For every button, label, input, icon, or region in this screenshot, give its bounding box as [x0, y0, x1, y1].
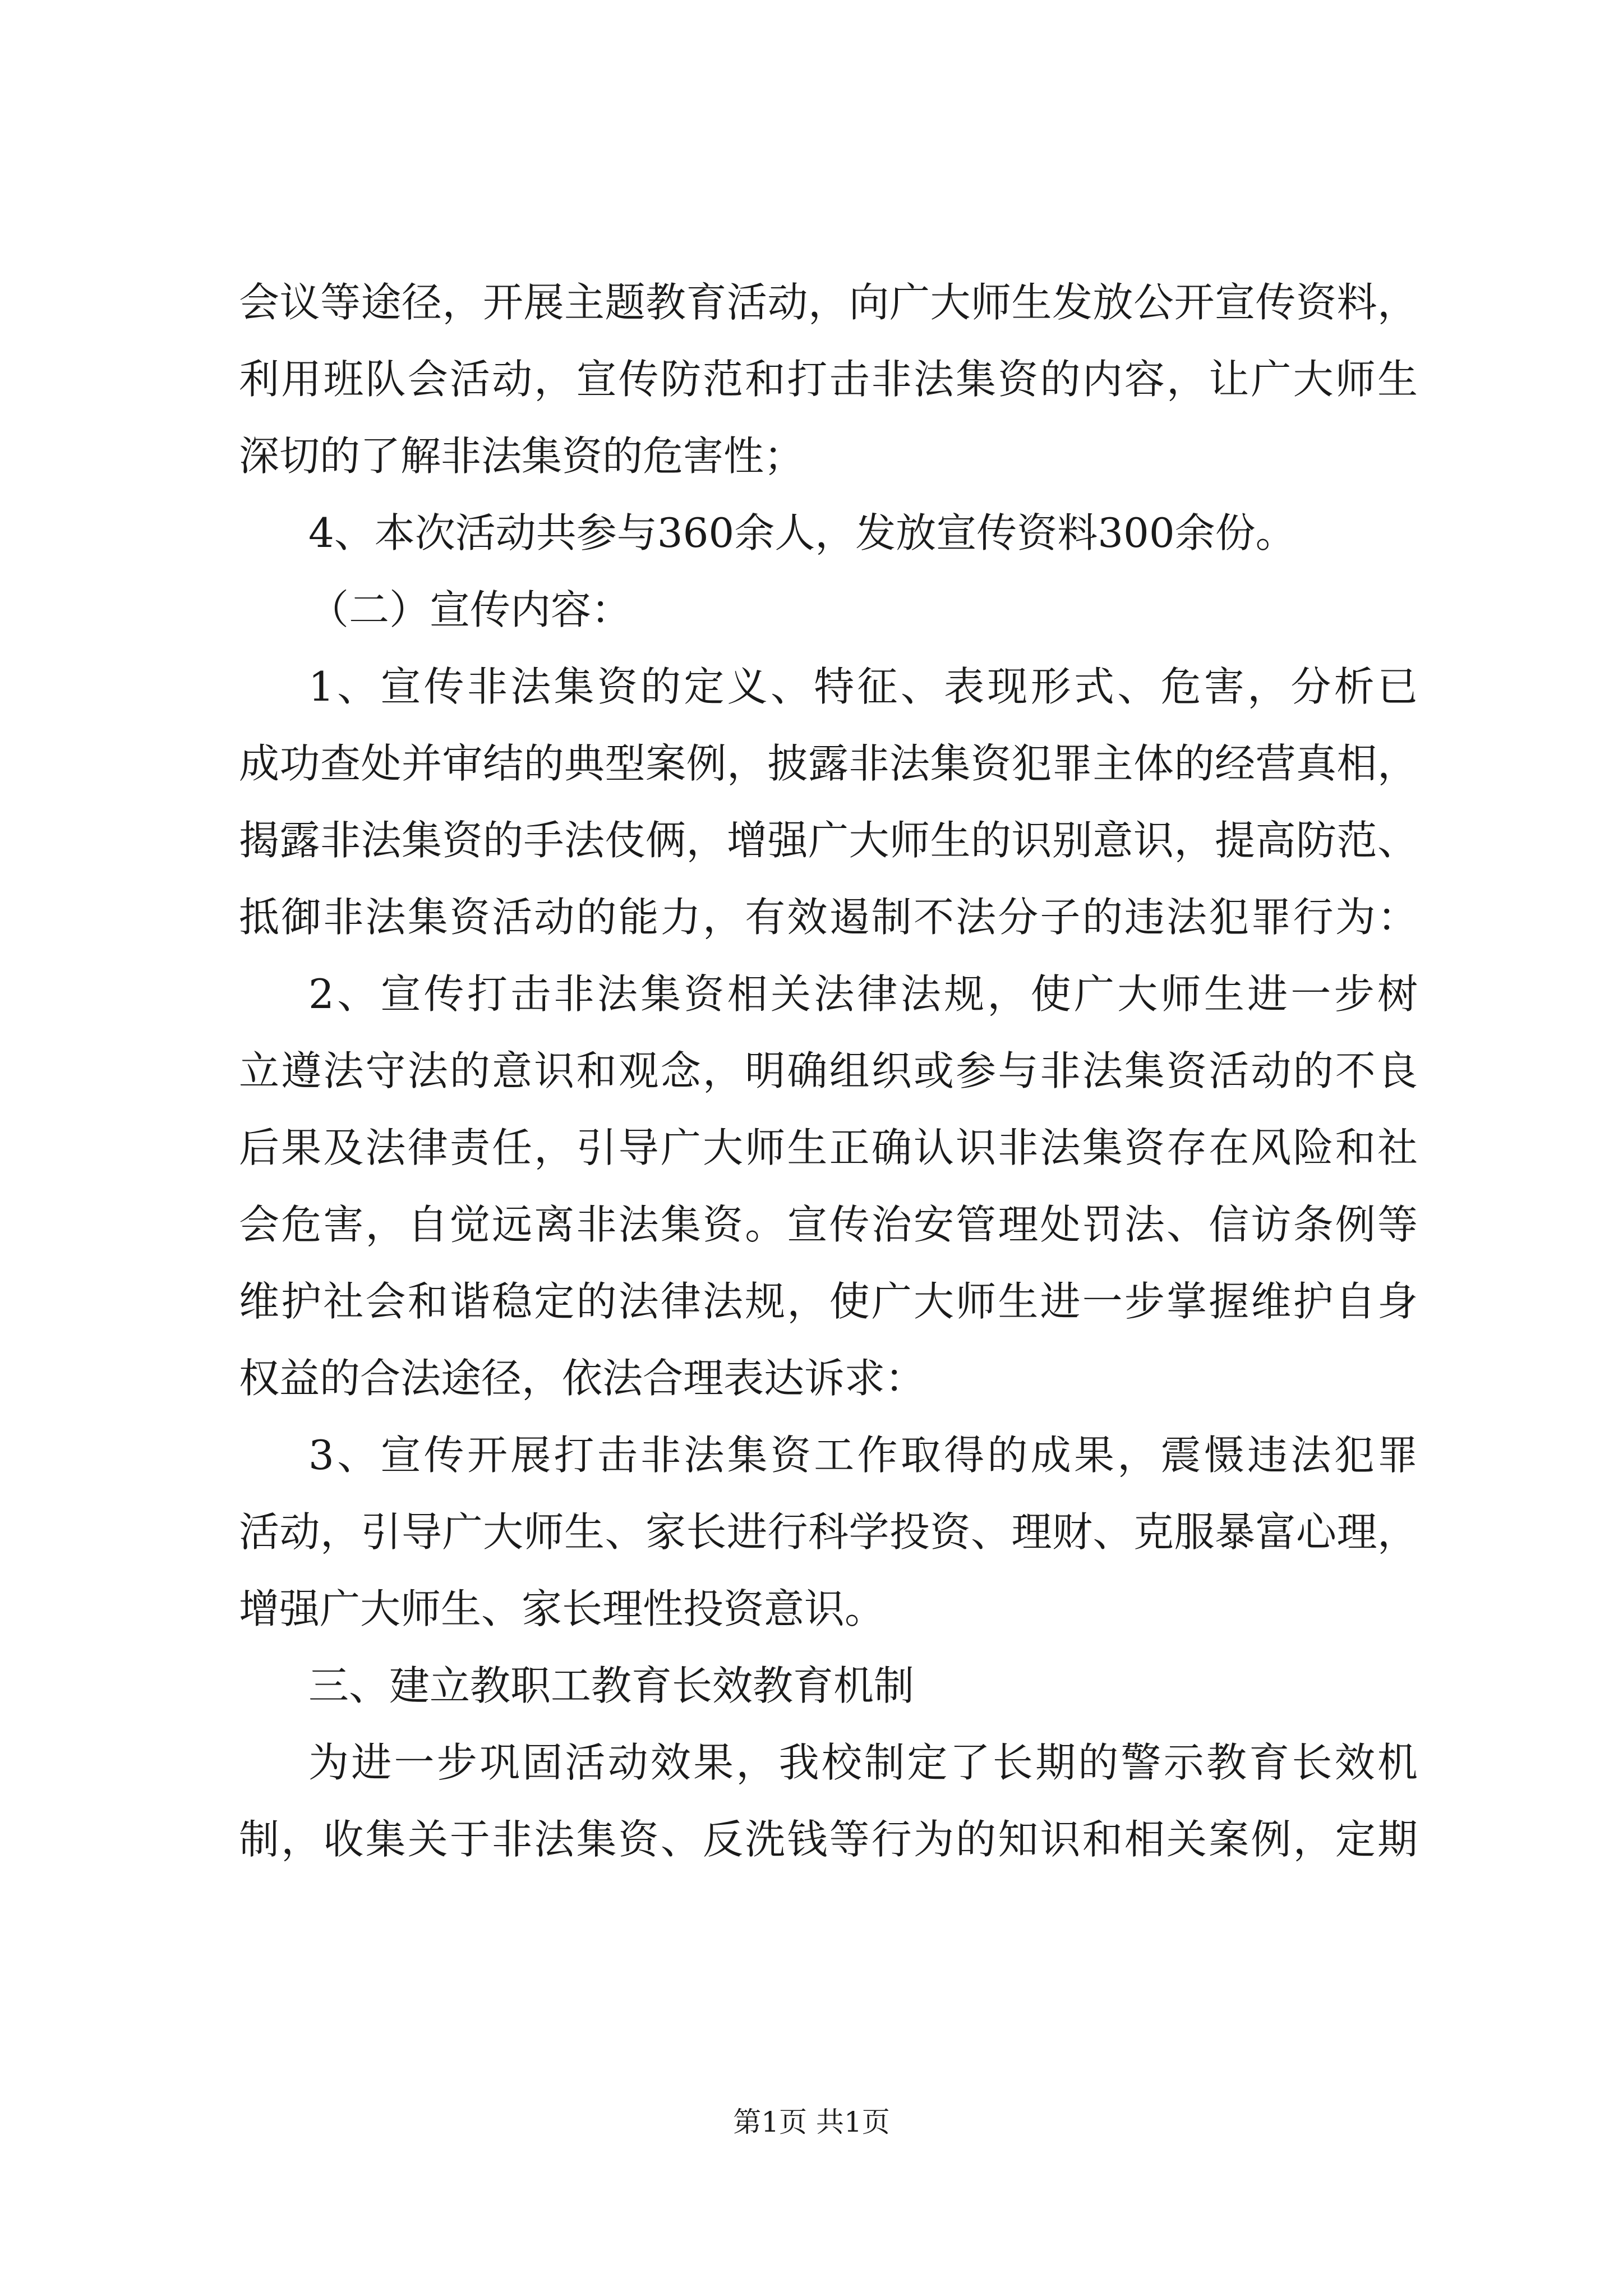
body-text-line: 1、宣传非法集资的定义、特征、表现形式、危害，分析已 — [308, 663, 1418, 710]
body-text-line: 2、宣传打击非法集资相关法律法规，使广大师生进一步树 — [308, 970, 1418, 1018]
body-text-line: 维护社会和谐稳定的法律法规，使广大师生进一步掌握维护自身 — [239, 1278, 1418, 1325]
body-text-line: 增强广大师生、家长理性投资意识。 — [239, 1585, 886, 1632]
body-text-line: 会危害，自觉远离非法集资。宣传治安管理处罚法、信访条例等 — [239, 1201, 1418, 1248]
body-text-line: 活动，引导广大师生、家长进行科学投资、理财、克服暴富心理， — [239, 1508, 1418, 1556]
page-number-footer: 第1页 共1页 — [733, 2106, 890, 2138]
body-text-line: 揭露非法集资的手法伎俩，增强广大师生的识别意识，提高防范、 — [239, 817, 1418, 864]
body-text-line: 4、本次活动共参与360余人，发放宣传资料300余份。 — [308, 509, 1296, 556]
body-text-line: 为进一步巩固活动效果，我校制定了长期的警示教育长效机 — [308, 1739, 1418, 1786]
section-heading: （二）宣传内容： — [308, 586, 632, 633]
body-text-line: 立遵法守法的意识和观念，明确组织或参与非法集资活动的不良 — [239, 1047, 1418, 1094]
body-text-line: 制，收集关于非法集资、反洗钱等行为的知识和相关案例，定期 — [239, 1816, 1418, 1863]
body-text-line: 会议等途径，开展主题教育活动，向广大师生发放公开宣传资料， — [239, 279, 1418, 326]
body-text-line: 深切的了解非法集资的危害性； — [239, 432, 805, 480]
body-text-line: 成功查处并审结的典型案例，披露非法集资犯罪主体的经营真相， — [239, 740, 1418, 787]
body-text-line: 后果及法律责任，引导广大师生正确认识非法集资存在风险和社 — [239, 1124, 1418, 1171]
body-text-line: 3、宣传开展打击非法集资工作取得的成果，震慑违法犯罪 — [308, 1432, 1418, 1479]
section-heading: 三、建立教职工教育长效教育机制 — [308, 1662, 915, 1709]
body-text-line: 权益的合法途径，依法合理表达诉求： — [239, 1355, 926, 1402]
body-text-line: 抵御非法集资活动的能力，有效遏制不法分子的违法犯罪行为： — [239, 894, 1418, 941]
body-text-line: 利用班队会活动，宣传防范和打击非法集资的内容，让广大师生 — [239, 356, 1418, 403]
